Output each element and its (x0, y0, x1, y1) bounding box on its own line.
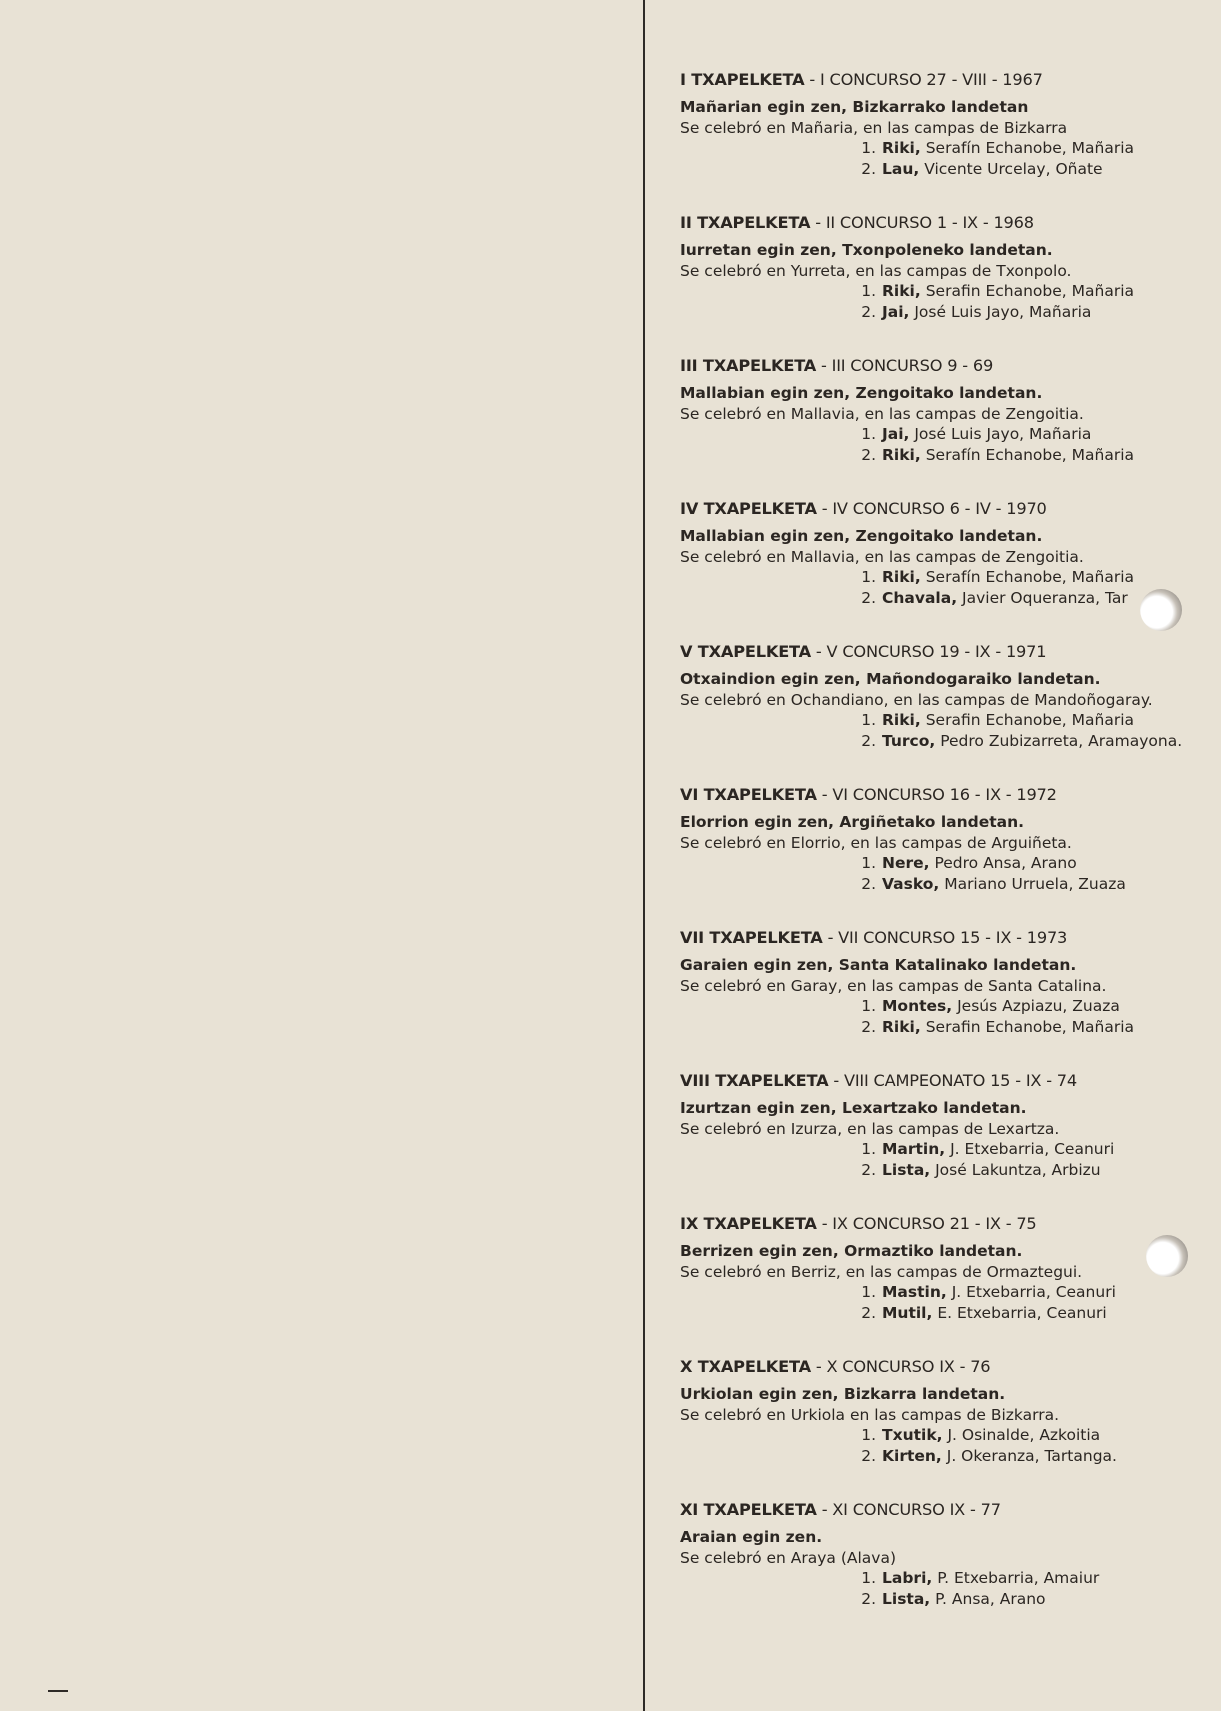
owner-details: Javier Oqueranza, Tar (957, 589, 1128, 607)
competition-title (680, 640, 1200, 664)
result-position: 2. (861, 1447, 876, 1465)
owner-details: Serafin Echanobe, Mañaria (920, 1018, 1134, 1036)
result-position: 1. (861, 568, 876, 586)
dog-name: Labri, (882, 1569, 933, 1587)
owner-details: Jesús Azpiazu, Zuaza (952, 997, 1120, 1015)
competition-list (680, 68, 1200, 1641)
result-row (850, 1303, 1200, 1324)
dog-name: Lista, (882, 1590, 931, 1608)
result-row (850, 424, 1200, 445)
margin-mark (48, 1690, 68, 1692)
owner-details: P. Ansa, Arano (930, 1590, 1046, 1608)
owner-details: J. Osinalde, Azkoitia (942, 1426, 1101, 1444)
venue-basque: Mallabian egin zen, Zengoitako landetan. (680, 527, 1043, 545)
venue-basque: Mañarian egin zen, Bizkarrako landetan (680, 98, 1029, 116)
venue-basque: Iurretan egin zen, Txonpoleneko landetan. (680, 241, 1053, 259)
competition-date: - III CONCURSO 9 - 69 (816, 356, 994, 375)
competition-number: IX TXAPELKETA (680, 1214, 817, 1233)
owner-details: P. Etxebarria, Amaiur (932, 1569, 1100, 1587)
result-row (850, 1446, 1200, 1467)
dog-name: Riki, (882, 282, 921, 300)
result-row (850, 159, 1200, 180)
result-position: 2. (861, 875, 876, 893)
venue-spanish: Se celebró en Araya (Alava) (680, 1549, 897, 1567)
result-row (850, 588, 1200, 609)
dog-name: Riki, (882, 1018, 921, 1036)
result-position: 1. (861, 997, 876, 1015)
owner-details: E. Etxebarria, Ceanuri (932, 1304, 1107, 1322)
dog-name: Mutil, (882, 1304, 933, 1322)
result-position: 2. (861, 1161, 876, 1179)
result-row (850, 874, 1200, 895)
result-position: 2. (861, 303, 876, 321)
competition-number: XI TXAPELKETA (680, 1500, 817, 1519)
result-row (850, 1160, 1200, 1181)
result-position: 1. (861, 1283, 876, 1301)
competition-date: - XI CONCURSO IX - 77 (816, 1500, 1001, 1519)
competition-entry (680, 1212, 1200, 1355)
competition-number: V TXAPELKETA (680, 642, 811, 661)
competition-date: - I CONCURSO 27 - VIII - 1967 (804, 70, 1043, 89)
owner-details: José Luis Jayo, Mañaria (909, 303, 1092, 321)
owner-details: Serafin Echanobe, Mañaria (920, 282, 1134, 300)
competition-title (680, 783, 1200, 807)
venue-spanish: Se celebró en Ochandiano, en las campas de Mandoñogaray. (680, 691, 1153, 709)
competition-title (680, 1212, 1200, 1236)
result-row (850, 853, 1200, 874)
dog-name: Riki, (882, 711, 921, 729)
competition-title (680, 1069, 1200, 1093)
result-row (850, 1425, 1200, 1446)
dog-name: Kirten, (882, 1447, 942, 1465)
competition-title (680, 68, 1200, 92)
dog-name: Martin, (882, 1140, 946, 1158)
venue-spanish: Se celebró en Mallavia, en las campas de Zengoitia. (680, 405, 1084, 423)
competition-title (680, 926, 1200, 950)
competition-entry (680, 1069, 1200, 1212)
competition-title (680, 1498, 1200, 1522)
dog-name: Lau, (882, 160, 920, 178)
competition-entry (680, 783, 1200, 926)
competition-number: IV TXAPELKETA (680, 499, 817, 518)
competition-date: - IV CONCURSO 6 - IV - 1970 (816, 499, 1047, 518)
result-position: 2. (861, 1018, 876, 1036)
competition-title (680, 354, 1200, 378)
result-row (850, 567, 1200, 588)
venue-spanish: Se celebró en Berriz, en las campas de Ormaztegui. (680, 1263, 1083, 1281)
competition-number: VIII TXAPELKETA (680, 1071, 829, 1090)
venue-basque: Otxaindion egin zen, Mañondogaraiko landetan. (680, 670, 1101, 688)
competition-entry (680, 926, 1200, 1069)
result-position: 2. (861, 1590, 876, 1608)
result-position: 1. (861, 1569, 876, 1587)
dog-name: Jai, (882, 303, 910, 321)
dog-name: Riki, (882, 139, 921, 157)
owner-details: Pedro Ansa, Arano (929, 854, 1077, 872)
result-position: 1. (861, 854, 876, 872)
result-row (850, 1568, 1200, 1589)
venue-basque: Berrizen egin zen, Ormaztiko landetan. (680, 1242, 1023, 1260)
dog-name: Jai, (882, 425, 910, 443)
result-row (850, 138, 1200, 159)
result-row (850, 302, 1200, 323)
dog-name: Riki, (882, 568, 921, 586)
venue-basque: Araian egin zen. (680, 1528, 823, 1546)
result-position: 1. (861, 139, 876, 157)
result-position: 2. (861, 589, 876, 607)
result-position: 2. (861, 1304, 876, 1322)
competition-title (680, 1355, 1200, 1379)
competition-entry (680, 497, 1200, 640)
competition-title (680, 211, 1200, 235)
venue-basque: Mallabian egin zen, Zengoitako landetan. (680, 384, 1043, 402)
owner-details: José Lakuntza, Arbizu (930, 1161, 1101, 1179)
competition-date: - VI CONCURSO 16 - IX - 1972 (816, 785, 1057, 804)
competition-date: - II CONCURSO 1 - IX - 1968 (810, 213, 1034, 232)
owner-details: Serafin Echanobe, Mañaria (920, 711, 1134, 729)
result-row (850, 1589, 1200, 1610)
owner-details: José Luis Jayo, Mañaria (909, 425, 1092, 443)
competition-number: I TXAPELKETA (680, 70, 805, 89)
venue-spanish: Se celebró en Garay, en las campas de Santa Catalina. (680, 977, 1107, 995)
venue-spanish: Se celebró en Mallavia, en las campas de Zengoitia. (680, 548, 1084, 566)
dog-name: Mastin, (882, 1283, 947, 1301)
result-row (850, 996, 1200, 1017)
result-row (850, 710, 1200, 731)
competition-date: - VII CONCURSO 15 - IX - 1973 (822, 928, 1068, 947)
dog-name: Chavala, (882, 589, 958, 607)
dog-name: Txutik, (882, 1426, 943, 1444)
result-row (850, 1282, 1200, 1303)
result-position: 1. (861, 425, 876, 443)
owner-details: Pedro Zubizarreta, Aramayona. (935, 732, 1183, 750)
venue-spanish: Se celebró en Urkiola en las campas de Bizkarra. (680, 1406, 1060, 1424)
owner-details: Serafín Echanobe, Mañaria (920, 139, 1134, 157)
owner-details: Serafín Echanobe, Mañaria (920, 568, 1134, 586)
result-row (850, 731, 1200, 752)
competition-date: - VIII CAMPEONATO 15 - IX - 74 (828, 1071, 1078, 1090)
competition-entry (680, 1498, 1200, 1641)
dog-name: Vasko, (882, 875, 940, 893)
dog-name: Turco, (882, 732, 936, 750)
result-row (850, 1017, 1200, 1038)
competition-entry (680, 68, 1200, 211)
competition-entry (680, 1355, 1200, 1498)
owner-details: J. Etxebarria, Ceanuri (946, 1283, 1116, 1301)
venue-basque: Garaien egin zen, Santa Katalinako landetan. (680, 956, 1077, 974)
owner-details: J. Okeranza, Tartanga. (941, 1447, 1117, 1465)
owner-details: Serafín Echanobe, Mañaria (920, 446, 1134, 464)
venue-basque: Izurtzan egin zen, Lexartzako landetan. (680, 1099, 1027, 1117)
venue-basque: Urkiolan egin zen, Bizkarra landetan. (680, 1385, 1006, 1403)
competition-number: VI TXAPELKETA (680, 785, 817, 804)
competition-number: II TXAPELKETA (680, 213, 811, 232)
result-position: 1. (861, 282, 876, 300)
dog-name: Nere, (882, 854, 930, 872)
competition-entry (680, 640, 1200, 783)
dog-name: Lista, (882, 1161, 931, 1179)
dog-name: Riki, (882, 446, 921, 464)
result-position: 1. (861, 1140, 876, 1158)
competition-title (680, 497, 1200, 521)
competition-number: X TXAPELKETA (680, 1357, 811, 1376)
competition-date: - V CONCURSO 19 - IX - 1971 (810, 642, 1047, 661)
result-position: 1. (861, 711, 876, 729)
competition-number: III TXAPELKETA (680, 356, 817, 375)
competition-number: VII TXAPELKETA (680, 928, 823, 947)
result-row (850, 281, 1200, 302)
result-position: 1. (861, 1426, 876, 1444)
dog-name: Montes, (882, 997, 953, 1015)
owner-details: J. Etxebarria, Ceanuri (945, 1140, 1115, 1158)
result-position: 2. (861, 160, 876, 178)
competition-entry (680, 354, 1200, 497)
venue-spanish: Se celebró en Izurza, en las campas de Lexartza. (680, 1120, 1060, 1138)
owner-details: Vicente Urcelay, Oñate (919, 160, 1103, 178)
result-position: 2. (861, 732, 876, 750)
competition-entry (680, 211, 1200, 354)
venue-spanish: Se celebró en Yurreta, en las campas de Txonpolo. (680, 262, 1072, 280)
owner-details: Mariano Urruela, Zuaza (939, 875, 1126, 893)
result-position: 2. (861, 446, 876, 464)
result-row (850, 1139, 1200, 1160)
result-row (850, 445, 1200, 466)
competition-date: - IX CONCURSO 21 - IX - 75 (816, 1214, 1037, 1233)
venue-basque: Elorrion egin zen, Argiñetako landetan. (680, 813, 1025, 831)
competition-date: - X CONCURSO IX - 76 (810, 1357, 991, 1376)
venue-spanish: Se celebró en Mañaria, en las campas de Bizkarra (680, 119, 1068, 137)
page-fold-line (643, 0, 645, 1711)
venue-spanish: Se celebró en Elorrio, en las campas de Arguiñeta. (680, 834, 1072, 852)
